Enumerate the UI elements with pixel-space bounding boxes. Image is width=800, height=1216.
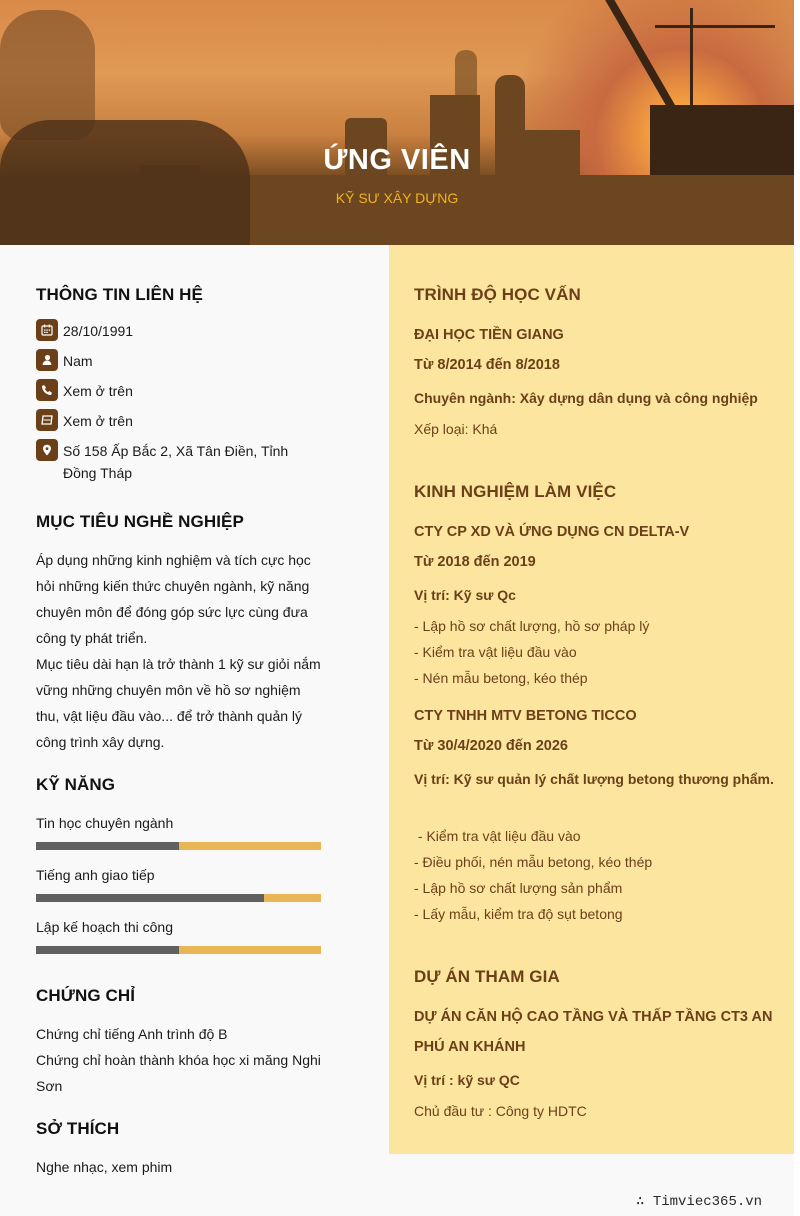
school-name: ĐẠI HỌC TIỀN GIANG [414, 327, 564, 343]
skill-name: Tiếng anh giao tiếp [36, 867, 155, 883]
calendar-icon [36, 319, 58, 341]
skill-name: Tin học chuyên ngành [36, 815, 174, 831]
contact-item-gender [36, 350, 323, 372]
education-period: Từ 8/2014 đến 8/2018 [414, 357, 560, 373]
hobbies-text: Nghe nhạc, xem phim [36, 1159, 173, 1175]
location-icon [36, 439, 58, 461]
email-icon [36, 409, 58, 431]
job-period: Từ 2018 đến 2019 [414, 554, 536, 570]
gender-value: Nam [63, 353, 93, 369]
skill-bar [36, 842, 321, 850]
engineer-silhouette [455, 50, 477, 130]
contact-section-title: THÔNG TIN LIÊN HỆ [36, 285, 203, 304]
project-position: Vị trí : kỹ sư QC [414, 1072, 520, 1088]
skill-bar-fill [36, 894, 264, 902]
project-name: DỰ ÁN CĂN HỘ CAO TẦNG VÀ THẤP TẦNG CT3 AN [414, 1009, 773, 1025]
job-task: - Kiểm tra vật liệu đầu vào [414, 828, 581, 844]
project-name: PHÚ AN KHÁNH [414, 1039, 526, 1055]
hobbies-section-title: SỞ THÍCH [36, 1119, 120, 1138]
phone-value: Xem ở trên [63, 383, 133, 399]
objective-section-title: MỤC TIÊU NGHỀ NGHIỆP [36, 512, 244, 531]
projects-section-title: DỰ ÁN THAM GIA [414, 967, 560, 986]
job-task: - Điều phối, nén mẫu betong, kéo thép [414, 854, 653, 870]
user-icon [36, 349, 58, 371]
job-task: - Nén mẫu betong, kéo thép [414, 670, 588, 686]
project-owner: Chủ đầu tư : Công ty HDTC [414, 1103, 587, 1119]
education-grade: Xếp loại: Khá [414, 421, 498, 437]
skill-bar-fill [36, 946, 179, 954]
candidate-job-title: KỸ SƯ XÂY DỰNG [335, 190, 459, 206]
tower-crane-jib [655, 25, 775, 28]
contact-item-email [36, 410, 323, 432]
contact-item-address [36, 440, 323, 484]
job-company: CTY CP XD VÀ ỨNG DỤNG CN DELTA-V [414, 524, 690, 540]
skill-name: Lập kế hoạch thi công [36, 919, 173, 935]
contact-item-birthdate [36, 320, 323, 342]
contact-item-phone [36, 380, 323, 402]
email-value: Xem ở trên [63, 413, 133, 429]
certificate-item: Chứng chỉ hoàn thành khóa học xi măng Nghi Sơn [36, 1052, 321, 1094]
objective-paragraph: Áp dụng những kinh nghiệm và tích cực học hỏi những kiến thức chuyên ngành, kỹ năng chuyên môn để đóng góp sức lực cùng đưa công ty phát triển. [36, 552, 311, 646]
candidate-name: ỨNG VIÊN [323, 144, 471, 176]
certificates-section-title: CHỨNG CHỈ [36, 986, 136, 1005]
job-company: CTY TNHH MTV BETONG TICCO [414, 708, 637, 724]
footer-brand-watermark: ∴ Timviec365.vn [636, 1194, 763, 1210]
education-major: Chuyên ngành: Xây dựng dân dụng và công nghiệp [414, 390, 758, 406]
job-task: - Kiểm tra vật liệu đầu vào [414, 644, 577, 660]
education-section-title: TRÌNH ĐỘ HỌC VẤN [414, 285, 581, 304]
skill-bar [36, 946, 321, 954]
address-value: Số 158 Ấp Bắc 2, Xã Tân Điền, Tỉnh Đồng Tháp [63, 443, 289, 481]
job-period: Từ 30/4/2020 đến 2026 [414, 738, 568, 754]
skill-bar-fill [36, 842, 179, 850]
objective-paragraph: Mục tiêu dài hạn là trở thành 1 kỹ sư giỏi nắm vững những chuyên môn về hồ sơ nghiệm thu, vật liệu đầu vào... để trở thành quản lý công trình xây dựng. [36, 656, 321, 750]
job-task: - Lập hồ sơ chất lượng, hồ sơ pháp lý [414, 618, 650, 634]
job-task: - Lập hồ sơ chất lượng sản phẩm [414, 880, 623, 896]
experience-section-title: KINH NGHIỆM LÀM VIỆC [414, 482, 617, 501]
job-position: Vị trí: Kỹ sư Qc [414, 587, 516, 603]
birthdate-value: 28/10/1991 [63, 323, 134, 339]
worker-silhouette-body [0, 120, 250, 245]
job-task: - Lấy mẫu, kiểm tra độ sụt betong [414, 906, 623, 922]
skill-bar [36, 894, 321, 902]
phone-icon [36, 379, 58, 401]
header-banner [0, 0, 794, 245]
certificate-item: Chứng chỉ tiếng Anh trình độ B [36, 1026, 228, 1042]
skills-section-title: KỸ NĂNG [36, 775, 116, 794]
job-position: Vị trí: Kỹ sư quản lý chất lượng betong thương phẩm. [414, 771, 774, 787]
